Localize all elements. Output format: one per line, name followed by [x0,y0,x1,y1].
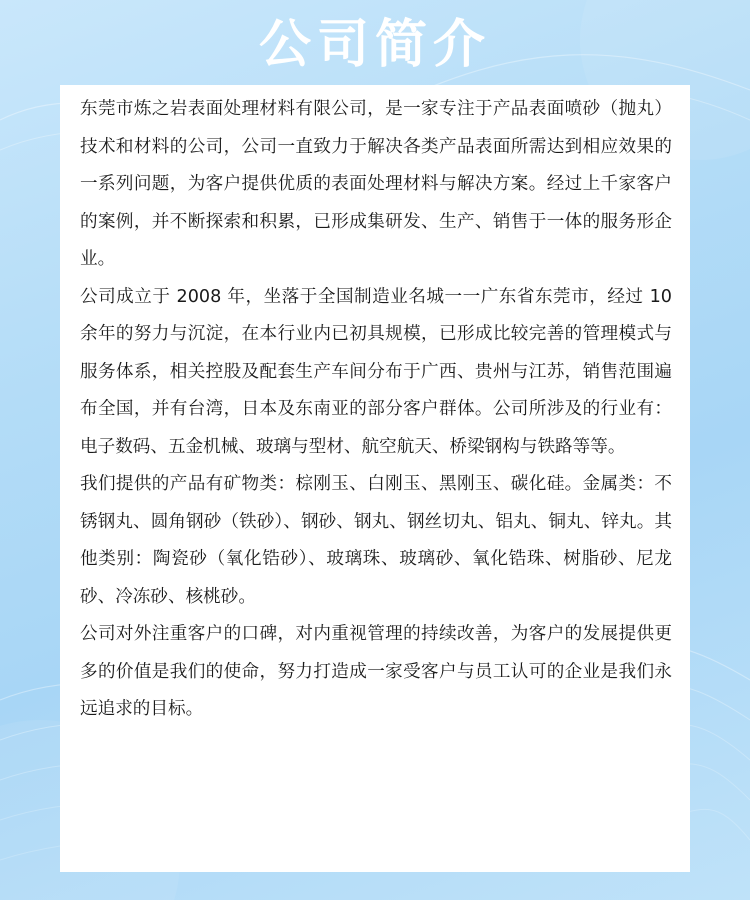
page-title: 公司简介 [258,15,491,75]
history-paragraph: 公司成立于 2008 年，坐落于全国制造业名城一一广东省东莞市，经过 10 余年的努力与沉淀，在本行业内已初具规模，已形成比较完善的管理模式与服务体系，相关控股及配套生产车间分布于广西、贵州与江苏，销售范围遍布全国，并有台湾，日本及东南亚的部分客户群体。公司所涉及的行业有：电子数码、五金机械、玻璃与型材、航空航天、桥梁钢构与铁路等等。 [80,286,672,457]
products-paragraph: 我们提供的产品有矿物类：棕刚玉、白刚玉、黑刚玉、碳化硅。金属类：不锈钢丸、圆角钢砂（铁砂）、钢砂、钢丸、钢丝切丸、铝丸、铜丸、锌丸。其他类别：陶瓷砂（氧化锆砂）、玻璃珠、玻璃砂、氧化锆珠、树脂砂、尼龙砂、冷冻砂、核桃砂。 [80,474,672,607]
intro-paragraph: 东莞市炼之岩表面处理材料有限公司，是一家专注于产品表面喷砂（抛丸）技术和材料的公司，公司一直致力于解决各类产品表面所需达到相应效果的一系列问题，为客户提供优质的表面处理材料与解决方案。经过上千家客户的案例，并不断探索和积累，已形成集研发、生产、销售于一体的服务形企业。 [80,99,672,269]
content-card [60,85,690,872]
mission-paragraph: 公司对外注重客户的口碑，对内重视管理的持续改善，为客户的发展提供更多的价值是我们的使命，努力打造成一家受客户与员工认可的企业是我们永远追求的目标。 [80,624,672,719]
